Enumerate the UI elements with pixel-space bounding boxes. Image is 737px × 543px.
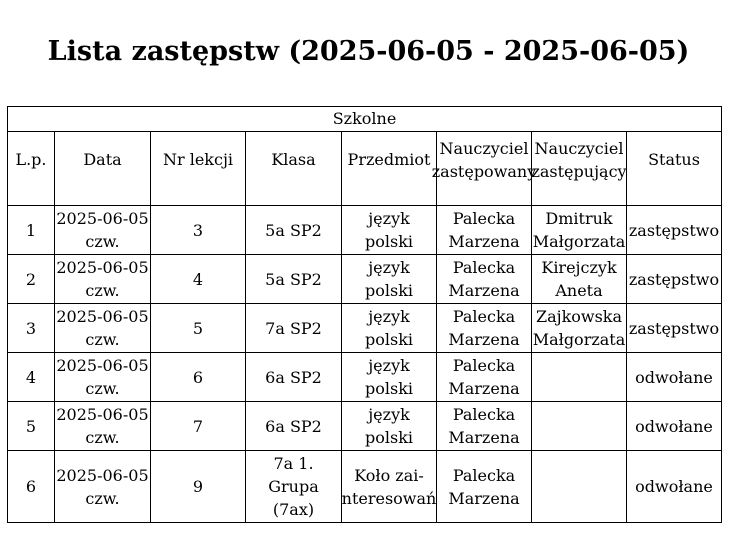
cell-class-line: (7ax) <box>272 500 315 519</box>
cell-absent-teacher <box>437 304 532 353</box>
cell-status-value: zastępstwo <box>628 318 720 338</box>
cell-substitute-teacher <box>532 402 627 451</box>
table-row <box>8 353 722 402</box>
cell-date-line: czw. <box>85 232 120 251</box>
cell-subject-line: nteresowań <box>341 488 437 508</box>
cell-date-line: czw. <box>85 281 120 300</box>
cell-lp-value: 3 <box>25 318 37 338</box>
cell-subject-line: język <box>368 209 410 228</box>
cell-class <box>246 451 342 523</box>
column-header-lesson <box>151 132 246 206</box>
cell-lesson <box>151 353 246 402</box>
cell-date <box>55 353 151 402</box>
cell-subject-line: polski <box>364 281 413 300</box>
page-title: Lista zastępstw (2025-06-05 - 2025-06-05) <box>47 36 690 67</box>
cell-date-line: czw. <box>85 428 120 447</box>
cell-absent-teacher-line: Marzena <box>448 488 520 508</box>
cell-absent-teacher-line: Palecka <box>452 356 516 375</box>
column-header-status-label: Status <box>648 150 700 169</box>
column-header-date <box>55 132 151 206</box>
cell-date-line: czw. <box>85 379 120 398</box>
column-header-absent-teacher-line-2: zastępowany <box>431 161 537 181</box>
column-header-substitute-teacher <box>532 132 627 206</box>
cell-status-value: odwołane <box>635 367 713 387</box>
cell-class-line: 6a SP2 <box>265 367 322 387</box>
cell-status <box>627 255 722 304</box>
cell-absent-teacher-line: Marzena <box>448 379 520 398</box>
cell-class-line: 6a SP2 <box>265 416 322 436</box>
cell-lesson-value: 9 <box>192 477 204 496</box>
cell-substitute-teacher-line: Aneta <box>555 281 603 300</box>
cell-substitute-teacher-line: Małgorzata <box>532 330 626 349</box>
cell-lp-value: 1 <box>25 220 37 240</box>
cell-subject <box>342 451 437 523</box>
cell-date <box>55 255 151 304</box>
cell-class <box>246 353 342 402</box>
column-header-substitute-teacher-line-2: zastępujący <box>531 161 627 181</box>
cell-substitute-teacher-line: Zajkowska <box>535 307 623 326</box>
cell-absent-teacher <box>437 255 532 304</box>
cell-absent-teacher-line: Marzena <box>448 232 520 251</box>
cell-subject-line: Koło zai- <box>354 465 424 485</box>
cell-date-line: 2025-06-05 <box>56 307 149 326</box>
cell-status <box>627 353 722 402</box>
cell-substitute-teacher-line: Dmitruk <box>545 209 613 228</box>
cell-class <box>246 206 342 255</box>
cell-absent-teacher-line: Marzena <box>448 330 520 349</box>
cell-date-line: czw. <box>85 488 120 508</box>
cell-lesson-value: 5 <box>192 318 204 338</box>
cell-subject-line: polski <box>364 232 413 251</box>
cell-absent-teacher <box>437 206 532 255</box>
cell-substitute-teacher <box>532 255 627 304</box>
cell-subject <box>342 304 437 353</box>
cell-class-line: 7a SP2 <box>265 318 322 338</box>
cell-subject-line: język <box>368 405 410 424</box>
cell-subject-line: polski <box>364 379 413 398</box>
cell-subject-line: język <box>368 307 410 326</box>
cell-absent-teacher-line: Palecka <box>452 465 516 485</box>
cell-lesson <box>151 206 246 255</box>
cell-date <box>55 304 151 353</box>
cell-lesson-value: 7 <box>192 416 204 436</box>
table-row <box>8 206 722 255</box>
cell-subject-line: język <box>368 258 410 277</box>
cell-substitute-teacher <box>532 451 627 523</box>
cell-absent-teacher-line: Marzena <box>448 281 520 300</box>
cell-lesson-value: 4 <box>192 269 204 289</box>
cell-class-line: 5a SP2 <box>265 269 322 289</box>
column-header-absent-teacher <box>431 132 537 206</box>
table-row <box>8 304 722 353</box>
cell-status-value: zastępstwo <box>628 220 720 240</box>
cell-date-line: 2025-06-05 <box>56 356 149 375</box>
cell-subject <box>342 206 437 255</box>
cell-date-line: 2025-06-05 <box>56 209 149 228</box>
cell-date-line: 2025-06-05 <box>56 258 149 277</box>
cell-status <box>627 402 722 451</box>
cell-absent-teacher-line: Marzena <box>448 428 520 447</box>
cell-lp-value: 5 <box>25 416 37 436</box>
cell-date-line: 2025-06-05 <box>56 465 149 485</box>
cell-subject <box>342 255 437 304</box>
cell-lesson <box>151 451 246 523</box>
table-row <box>8 451 722 523</box>
cell-class <box>246 255 342 304</box>
column-header-subject-label: Przedmiot <box>347 150 431 169</box>
cell-absent-teacher <box>437 451 532 523</box>
cell-absent-teacher-line: Palecka <box>452 405 516 424</box>
section-header-row <box>8 107 722 132</box>
table-body <box>8 206 722 523</box>
cell-status-value: odwołane <box>635 416 713 436</box>
cell-lp-value: 4 <box>25 367 37 387</box>
table-row <box>8 255 722 304</box>
cell-subject-line: język <box>368 356 410 375</box>
cell-status <box>627 451 722 523</box>
cell-date-line: 2025-06-05 <box>56 405 149 424</box>
cell-class <box>246 304 342 353</box>
cell-substitute-teacher <box>532 304 627 353</box>
cell-date <box>55 402 151 451</box>
cell-lesson <box>151 304 246 353</box>
cell-absent-teacher-line: Palecka <box>452 307 516 326</box>
cell-lesson <box>151 402 246 451</box>
cell-date-line: czw. <box>85 330 120 349</box>
cell-lesson-value: 6 <box>192 367 204 387</box>
column-header-status <box>627 132 722 206</box>
substitutions-table <box>7 106 722 523</box>
cell-substitute-teacher-line: Kirejczyk <box>541 258 617 277</box>
cell-status <box>627 206 722 255</box>
cell-subject-line: polski <box>364 330 413 349</box>
cell-subject <box>342 353 437 402</box>
cell-date <box>55 206 151 255</box>
cell-status-value: zastępstwo <box>628 269 720 289</box>
cell-lp-value: 6 <box>25 477 37 496</box>
cell-subject-line: polski <box>364 428 413 447</box>
cell-absent-teacher-line: Palecka <box>452 209 516 228</box>
column-header-absent-teacher-line-1: Nauczyciel <box>439 138 529 158</box>
cell-class <box>246 402 342 451</box>
cell-status-value: odwołane <box>635 477 713 496</box>
section-title: Szkolne <box>8 107 722 132</box>
cell-lesson <box>151 255 246 304</box>
column-header-lp-label: L.p. <box>15 150 47 169</box>
column-header-substitute-teacher-line-1: Nauczyciel <box>534 138 624 158</box>
cell-class-line: 5a SP2 <box>265 220 322 240</box>
column-header-class <box>246 132 342 206</box>
cell-status <box>627 304 722 353</box>
cell-substitute-teacher-line: Małgorzata <box>532 232 626 251</box>
column-header-date-label: Data <box>83 150 122 169</box>
cell-lp-value: 2 <box>25 269 37 289</box>
column-header-class-label: Klasa <box>271 150 316 169</box>
cell-absent-teacher <box>437 402 532 451</box>
cell-class-line: 7a 1. <box>273 454 314 473</box>
column-header-lesson-label: Nr lekcji <box>162 150 234 169</box>
column-header-subject <box>342 132 437 206</box>
cell-subject <box>342 402 437 451</box>
cell-lesson-value: 3 <box>192 220 204 240</box>
cell-date <box>55 451 151 523</box>
column-header-row <box>8 132 722 206</box>
cell-absent-teacher <box>437 353 532 402</box>
cell-substitute-teacher <box>532 353 627 402</box>
cell-substitute-teacher <box>532 206 627 255</box>
cell-class-line: Grupa <box>268 477 319 496</box>
cell-absent-teacher-line: Palecka <box>452 258 516 277</box>
table-row <box>8 402 722 451</box>
